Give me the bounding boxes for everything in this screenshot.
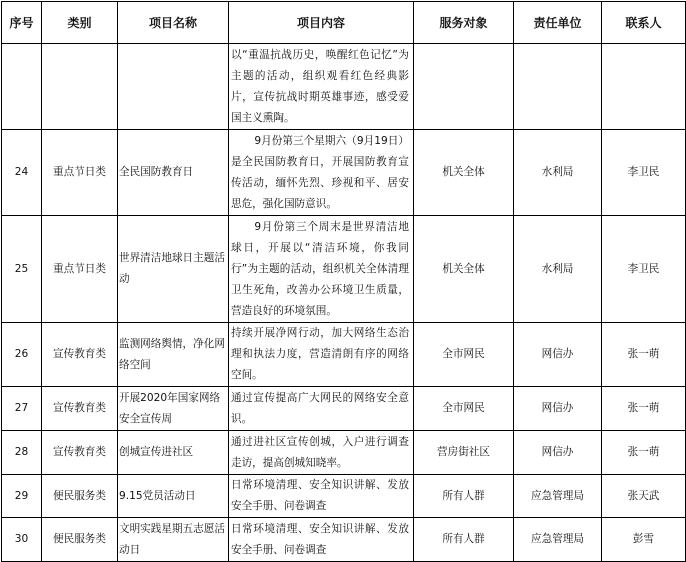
cell-contact: 李卫民 — [602, 130, 686, 216]
cell-content: 日常环境清理、安全知识讲解、发放安全手册、问卷调查 — [229, 475, 414, 518]
cell-seq: 29 — [2, 475, 42, 518]
cell-target — [414, 44, 514, 130]
cell-contact: 张天武 — [602, 475, 686, 518]
cell-seq: 24 — [2, 130, 42, 216]
cell-contact: 张一萌 — [602, 323, 686, 387]
table-row — [2, 518, 686, 562]
cell-contact: 张一萌 — [602, 387, 686, 431]
cell-unit — [514, 44, 602, 130]
cell-category: 宣传教育类 — [42, 323, 118, 387]
header-category: 类别 — [42, 2, 118, 44]
cell-content: 日常环境清理、安全知识讲解、发放安全手册、问卷调查 — [229, 518, 414, 562]
header-unit: 责任单位 — [514, 2, 602, 44]
cell-unit: 应急管理局 — [514, 518, 602, 562]
cell-target: 全市网民 — [414, 323, 514, 387]
header-name: 项目名称 — [118, 2, 229, 44]
table-row — [2, 475, 686, 518]
cell-name: 文明实践星期五志愿活动日 — [118, 518, 229, 562]
cell-category: 便民服务类 — [42, 518, 118, 562]
cell-contact — [602, 44, 686, 130]
cell-contact: 李卫民 — [602, 216, 686, 323]
cell-name: 9.15党员活动日 — [118, 475, 229, 518]
cell-content: 通过宣传提高广大网民的网络安全意识。 — [229, 387, 414, 431]
table-row — [2, 431, 686, 475]
cell-category: 宣传教育类 — [42, 431, 118, 475]
cell-target: 机关全体 — [414, 216, 514, 323]
cell-category: 重点节日类 — [42, 130, 118, 216]
cell-content: 9月份第三个周末是世界清洁地球日，开展以“清洁环境，你我同行”为主题的活动，组织机关全体清理卫生死角，改善办公环境卫生质量，营造良好的环境氛围。 — [229, 216, 414, 323]
cell-content: 以“重温抗战历史，唤醒红色记忆”为主题的活动，组织观看红色经典影片，宣传抗战时期英雄事迹，感受爱国主义熏陶。 — [229, 44, 414, 130]
cell-name: 监测网络舆情，净化网络空间 — [118, 323, 229, 387]
cell-contact: 彭雪 — [602, 518, 686, 562]
cell-category: 便民服务类 — [42, 475, 118, 518]
cell-name — [118, 44, 229, 130]
header-seq: 序号 — [2, 2, 42, 44]
cell-name: 世界清洁地球日主题活动 — [118, 216, 229, 323]
cell-content: 9月份第三个星期六（9月19日）是全民国防教育日，开展国防教育宣传活动，缅怀先烈、珍视和平、居安思危，强化国防意识。 — [229, 130, 414, 216]
cell-seq: 28 — [2, 431, 42, 475]
cell-unit: 水利局 — [514, 216, 602, 323]
cell-unit: 网信办 — [514, 387, 602, 431]
cell-contact: 张一萌 — [602, 431, 686, 475]
header-content: 项目内容 — [229, 2, 414, 44]
cell-target: 机关全体 — [414, 130, 514, 216]
cell-category: 宣传教育类 — [42, 387, 118, 431]
cell-unit: 水利局 — [514, 130, 602, 216]
cell-seq: 27 — [2, 387, 42, 431]
table-row — [2, 216, 686, 323]
cell-category — [42, 44, 118, 130]
table-row — [2, 130, 686, 216]
cell-name: 创城宣传进社区 — [118, 431, 229, 475]
table-row — [2, 44, 686, 130]
header-contact: 联系人 — [602, 2, 686, 44]
cell-target: 全市网民 — [414, 387, 514, 431]
cell-target: 所有人群 — [414, 475, 514, 518]
cell-unit: 网信办 — [514, 431, 602, 475]
cell-target: 营房街社区 — [414, 431, 514, 475]
cell-unit: 网信办 — [514, 323, 602, 387]
cell-seq: 25 — [2, 216, 42, 323]
cell-category: 重点节日类 — [42, 216, 118, 323]
cell-name: 全民国防教育日 — [118, 130, 229, 216]
header-row — [2, 2, 686, 44]
table-row — [2, 387, 686, 431]
cell-content: 通过进社区宣传创城，入户进行调查走访，提高创城知晓率。 — [229, 431, 414, 475]
cell-name: 开展2020年国家网络安全宣传周 — [118, 387, 229, 431]
cell-seq: 26 — [2, 323, 42, 387]
header-target: 服务对象 — [414, 2, 514, 44]
project-table — [1, 1, 686, 562]
cell-unit: 应急管理局 — [514, 475, 602, 518]
table-row — [2, 323, 686, 387]
cell-seq — [2, 44, 42, 130]
cell-target: 所有人群 — [414, 518, 514, 562]
cell-seq: 30 — [2, 518, 42, 562]
cell-content: 持续开展净网行动，加大网络生态治理和执法力度，营造清朗有序的网络空间。 — [229, 323, 414, 387]
